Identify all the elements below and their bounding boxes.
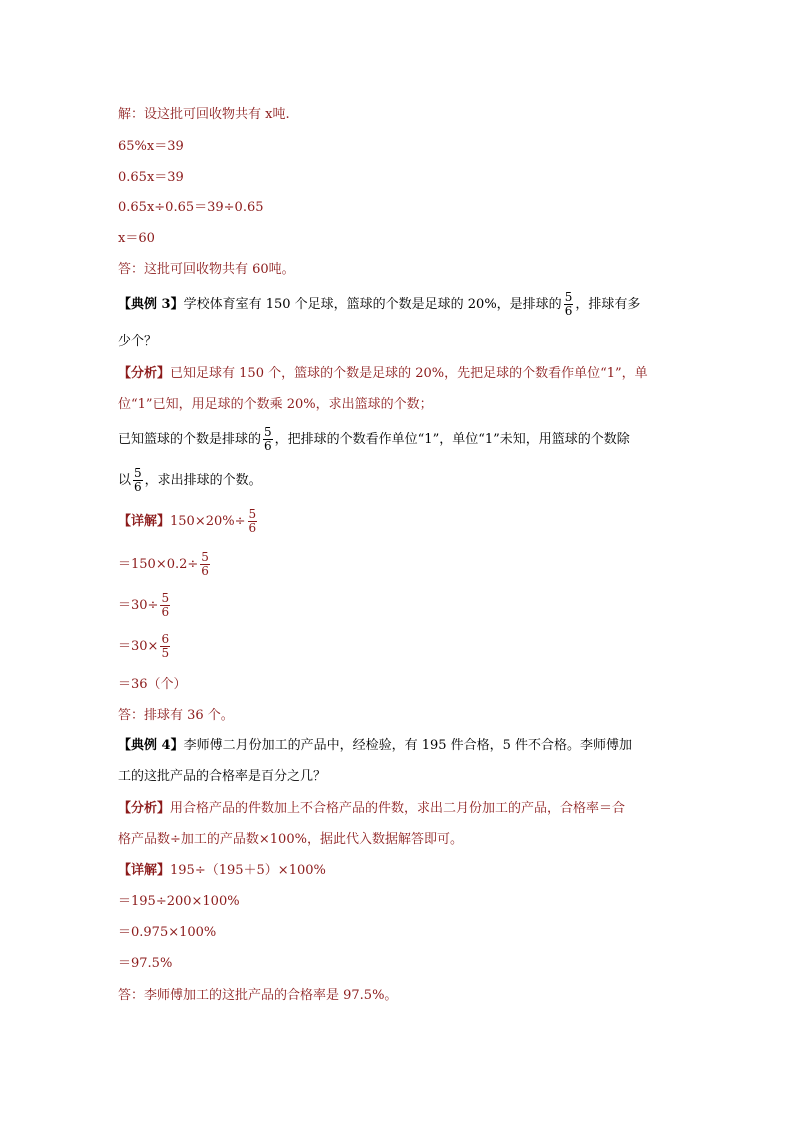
fraction-5-6: $\frac{5}{6}$ — [201, 550, 209, 578]
fraction-5-6: $\frac{5}{6}$ — [264, 425, 272, 453]
detail-tag: 【详解】 — [118, 514, 171, 529]
example3-step-1: ＝150×0.2÷ $\frac{5}{6}$ — [118, 550, 209, 578]
detail-tag: 【详解】 — [118, 863, 171, 878]
analysis-tag: 【分析】 — [118, 366, 171, 381]
fraction-5-6: $\frac{5}{6}$ — [248, 507, 257, 535]
example4-question-b: 工的这批产品的合格率是百分之几？ — [118, 769, 327, 784]
example3-step-3: ＝30× $\frac{6}{5}$ — [118, 632, 170, 660]
example3-analysis-line-2: 位“1”已知，用足球的个数乘 20%，求出篮球的个数； — [118, 397, 433, 412]
example3-step-2: ＝30÷ $\frac{5}{6}$ — [118, 591, 170, 619]
solution-intro: 解：设这批可回收物共有 x吨. — [118, 107, 290, 122]
example3-step-4: ＝36（个） — [118, 677, 187, 692]
example4-step-1: ＝195÷200×100% — [118, 894, 240, 909]
example4-analysis-line-1: 【分析】用合格产品的件数加上不合格产品的件数，求出二月份加工的产品，合格率＝合 — [118, 801, 626, 816]
example3-tag: 【典例 3】 — [118, 297, 184, 312]
example3-question-a: 学校体育室有 150 个足球，篮球的个数是足球的 20%，是排球的 — [183, 297, 562, 312]
example4-analysis-line-2: 格产品数÷加工的产品数×100%，据此代入数据解答即可。 — [118, 832, 463, 847]
fraction-6-5: $\frac{6}{5}$ — [161, 632, 170, 660]
analysis-tag: 【分析】 — [118, 801, 171, 816]
example3-question — [118, 290, 640, 320]
solution-step-2: 0.65x＝39 — [118, 170, 184, 185]
solution-answer: 答：这批可回收物共有 60吨。 — [118, 262, 295, 277]
example3-analysis-line-1: 【分析】已知足球有 150 个，篮球的个数是足球的 20%，先把足球的个数看作单位“1”，单 — [118, 366, 648, 381]
fraction-5-6: $\frac{5}{6}$ — [564, 290, 573, 318]
fraction-5-6: $\frac{5}{6}$ — [134, 466, 142, 494]
example4-detail: 【详解】195÷（195＋5）×100% — [118, 863, 326, 878]
solution-step-1: 65%x＝39 — [118, 139, 184, 154]
example4-tag: 【典例 4】 — [118, 738, 184, 753]
example3-analysis-line-4: 以 $\frac{5}{6}$ ，求出排球的个数。 — [118, 466, 262, 494]
example4-answer: 答：李师傅加工的这批产品的合格率是 97.5%。 — [118, 988, 398, 1003]
example3-detail: 【详解】150×20%÷ $\frac{5}{6}$ — [118, 507, 257, 535]
example3-answer: 答：排球有 36 个。 — [118, 708, 234, 723]
solution-step-4: x＝60 — [118, 231, 155, 246]
example3-analysis-line-3: 已知篮球的个数是排球的 $\frac{5}{6}$ ，把排球的个数看作单位“1”，单位“1”未知，用篮球的个数除 — [118, 425, 630, 453]
example4-step-2: ＝0.975×100% — [118, 925, 217, 940]
example3-question-b: ，排球有多 — [575, 297, 641, 312]
example3-question-c: 少个？ — [118, 334, 158, 349]
solution-step-3: 0.65x÷0.65＝39÷0.65 — [118, 200, 264, 215]
fraction-5-6: $\frac{5}{6}$ — [161, 591, 170, 619]
example4-step-3: ＝97.5% — [118, 956, 173, 971]
example4-question: 【典例 4】李师傅二月份加工的产品中，经检验，有 195 件合格，5 件不合格。李师傅加 — [118, 738, 633, 753]
